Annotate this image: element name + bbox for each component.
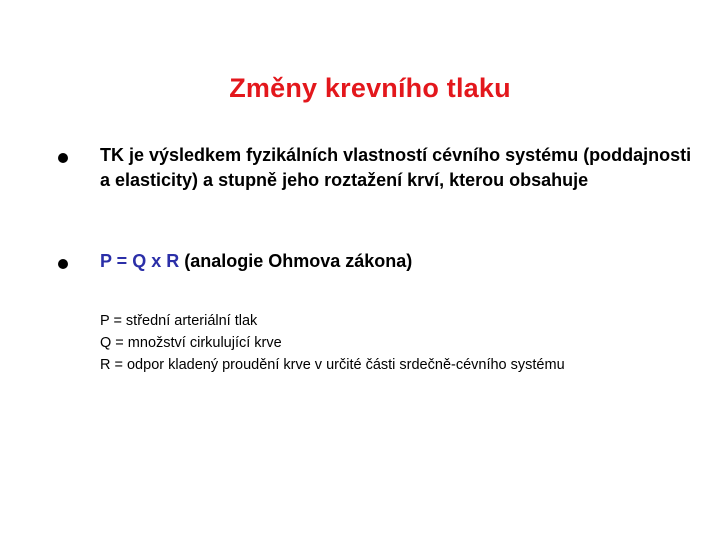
legend-line-q: Q = množství cirkulující krve: [100, 335, 282, 351]
bullet-dot-icon: [58, 153, 68, 163]
bullet-text: [100, 249, 700, 274]
bullet-text: TK je výsledkem fyzikálních vlastností cévního systému (poddajnosti a elasticity) a stupně jeho roztažení krví, kterou obsahuje: [100, 145, 692, 190]
slide-title: Změny krevního tlaku: [229, 73, 511, 103]
legend-line-p: P = střední arteriální tlak: [100, 313, 258, 329]
formula-caption: (analogie Ohmova zákona): [179, 251, 413, 271]
formula: P = Q x R: [100, 251, 180, 271]
bullet-dot-icon: [58, 259, 68, 269]
formula-legend: [100, 310, 700, 376]
legend-line-r: R = odpor kladený proudění krve v určité části srdečně-cévního systému: [100, 357, 565, 373]
